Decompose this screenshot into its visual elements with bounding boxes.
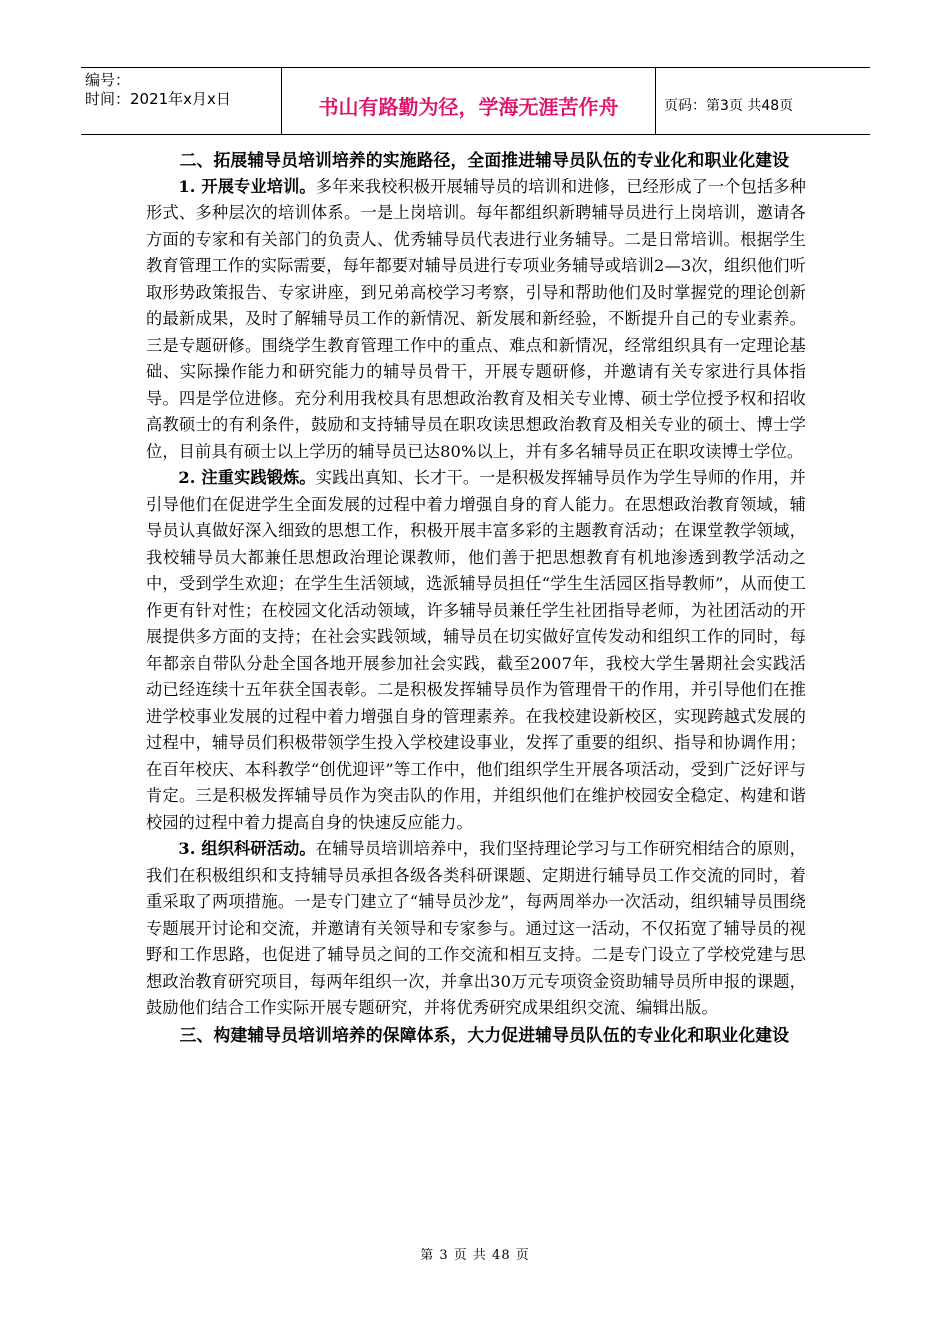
paragraph-lead: 2. 注重实践锻炼。 bbox=[178, 468, 316, 487]
header-motto: 书山有路勤为径，学海无涯苦作舟 bbox=[281, 68, 656, 134]
document-date: 时间：2021年x月x日 bbox=[85, 90, 231, 108]
section-heading-3: 三、构建辅导员培训培养的保障体系，大力促进辅导员队伍的专业化和职业化建设 bbox=[179, 1024, 790, 1045]
paragraph-practice bbox=[146, 465, 806, 836]
paragraph-professional-training bbox=[146, 174, 806, 466]
header-page-info: 页码：第3页 共48页 bbox=[664, 98, 794, 114]
page-header bbox=[81, 67, 870, 135]
paragraph-lead: 3. 组织科研活动。 bbox=[178, 839, 316, 858]
document-body bbox=[146, 147, 806, 1048]
section-heading-2: 二、拓展辅导员培训培养的实施路径，全面推进辅导员队伍的专业化和职业化建设 bbox=[179, 150, 790, 170]
header-meta bbox=[81, 68, 281, 134]
document-number-label: 编号： bbox=[85, 71, 131, 89]
paragraph-text: 多年来我校积极开展辅导员的培训和进修，已经形成了一个包括多种形式、多种层次的培训体系。一是上岗培训。每年都组织新聘辅导员进行上岗培训，邀请各方面的专家和有关部门的负责人、优秀辅导员代表进行业务辅导。二是日常培训。根据学生教育管理工作的实际需要，每年都要对辅导员进行专项业务辅导或培训2—3次，组织他们听取形势政策报告、专家讲座，到兄弟高校学习考察，引导和帮助他们及时掌握党的理论创新的最新成果，及时了解辅导员工作的新情况、新发展和新经验，不断提升自己的专业素养。三是专题研修。围绕学生教育管理工作中的重点、难点和新情况，经常组织具有一定理论基础、实际操作能力和研究能力的辅导员骨干，开展专题研修，并邀请有关专家进行具体指导。四是学位进修。充分利用我校具有思想政治教育及相关专业博、硕士学位授予权和招收高教硕士的有利条件，鼓励和支持辅导员在职攻读思想政治教育及相关专业的硕士、博士学位，目前具有硕士以上学历的辅导员已达80%以上，并有多名辅导员正在职攻读博士学位。 bbox=[146, 176, 806, 461]
paragraph-lead: 1. 开展专业培训。 bbox=[178, 176, 316, 196]
paragraph-research bbox=[146, 836, 806, 1022]
paragraph-text: 在辅导员培训培养中，我们坚持理论学习与工作研究相结合的原则，我们在积极组织和支持辅导员承担各级各类科研课题、定期进行辅导员工作交流的同时，着重采取了两项措施。一是专门建立了“辅导员沙龙”，每两周举办一次活动，组织辅导员围绕专题展开讨论和交流，并邀请有关领导和专家参与。通过这一活动，不仅拓宽了辅导员的视野和工作思路，也促进了辅导员之间的工作交流和相互支持。二是专门设立了学校党建与思想政治教育研究项目，每两年组织一次，并拿出30万元专项资金资助辅导员所申报的课题，鼓励他们结合工作实际开展专题研究，并将优秀研究成果组织交流、编辑出版。 bbox=[146, 839, 806, 1017]
paragraph-text: 实践出真知、长才干。一是积极发挥辅导员作为学生导师的作用，并引导他们在促进学生全面发展的过程中着力增强自身的育人能力。在思想政治教育领域，辅导员认真做好深入细致的思想工作，积极开展丰富多彩的主题教育活动；在课堂教学领域，我校辅导员大都兼任思想政治理论课教师，他们善于把思想教育有机地渗透到教学活动之中，受到学生欢迎；在学生生活领域，选派辅导员担任“学生生活园区指导教师”，从而使工作更有针对性；在校园文化活动领域，许多辅导员兼任学生社团指导老师，为社团活动的开展提供多方面的支持；在社会实践领域，辅导员在切实做好宣传发动和组织工作的同时，每年都亲自带队分赴全国各地开展参加社会实践，截至2007年，我校大学生暑期社会实践活动已经连续十五年获全国表彰。二是积极发挥辅导员作为管理骨干的作用，并引导他们在推进学校事业发展的过程中着力增强自身的管理素养。在我校建设新校区，实现跨越式发展的过程中，辅导员们积极带领学生投入学校建设事业，发挥了重要的组织、指导和协调作用；在百年校庆、本科教学“创优迎评”等工作中，他们组织学生开展各项活动，受到广泛好评与肯定。三是积极发挥辅导员作为突击队的作用，并组织他们在维护校园安全稳定、构建和谐校园的过程中着力提高自身的快速反应能力。 bbox=[146, 468, 806, 832]
page-footer: 第 3 页 共 48 页 bbox=[420, 1248, 530, 1263]
